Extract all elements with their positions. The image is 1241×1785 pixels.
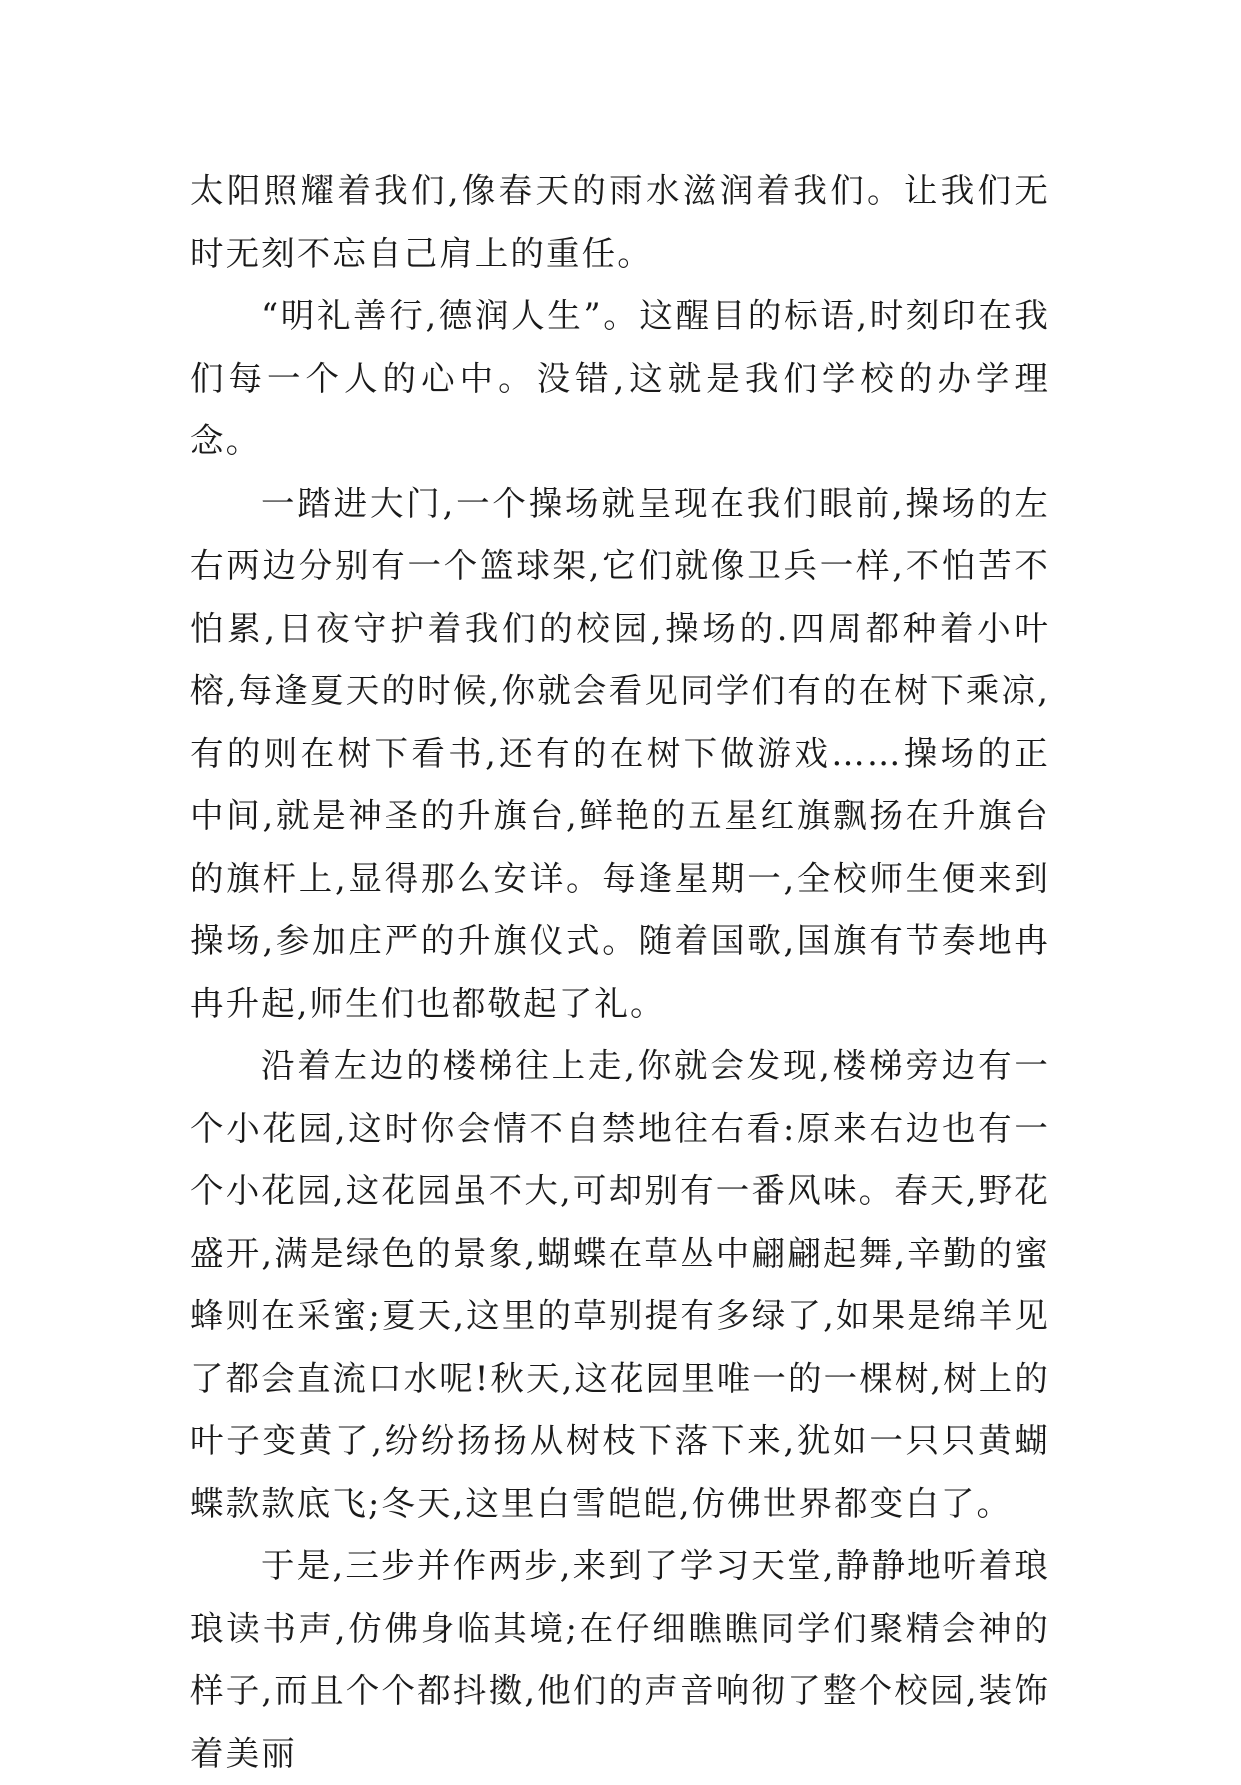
paragraph-2: “明礼善行,德润人生”。这醒目的标语,时刻印在我们每一个人的心中。没错,这就是我们学校的办学理念。 <box>190 296 1050 460</box>
paragraph-1: 太阳照耀着我们,像春天的雨水滋润着我们。让我们无时无刻不忘自己肩上的重任。 <box>190 171 1050 273</box>
paragraph-5: 于是,三步并作两步,来到了学习天堂,静静地听着琅琅读书声,仿佛身临其境;在仔细瞧瞧同学们聚精会神的样子,而且个个都抖擞,他们的声音响彻了整个校园,装饰着美丽 <box>190 1546 1050 1773</box>
document-body <box>190 160 1050 1785</box>
paragraph-4: 沿着左边的楼梯往上走,你就会发现,楼梯旁边有一个小花园,这时你会情不自禁地往右看:原来右边也有一个小花园,这花园虽不大,可却别有一番风味。春天,野花盛开,满是绿色的景象,蝴蝶在草丛中翩翩起舞,辛勤的蜜蜂则在采蜜;夏天,这里的草别提有多绿了,如果是绵羊见了都会直流口水呢!秋天,这花园里唯一的一棵树,树上的叶子变黄了,纷纷扬扬从树枝下落下来,犹如一只只黄蝴蝶款款底飞;冬天,这里白雪皑皑,仿佛世界都变白了。 <box>190 1046 1050 1523</box>
paragraph-3: 一踏进大门,一个操场就呈现在我们眼前,操场的左右两边分别有一个篮球架,它们就像卫兵一样,不怕苦不怕累,日夜守护着我们的校园,操场的.四周都种着小叶榕,每逢夏天的时候,你就会看见同学们有的在树下乘凉,有的则在树下看书,还有的在树下做游戏……操场的正中间,就是神圣的升旗台,鲜艳的五星红旗飘扬在升旗台的旗杆上,显得那么安详。每逢星期一,全校师生便来到操场,参加庄严的升旗仪式。随着国歌,国旗有节奏地冉冉升起,师生们也都敬起了礼。 <box>190 483 1050 1023</box>
